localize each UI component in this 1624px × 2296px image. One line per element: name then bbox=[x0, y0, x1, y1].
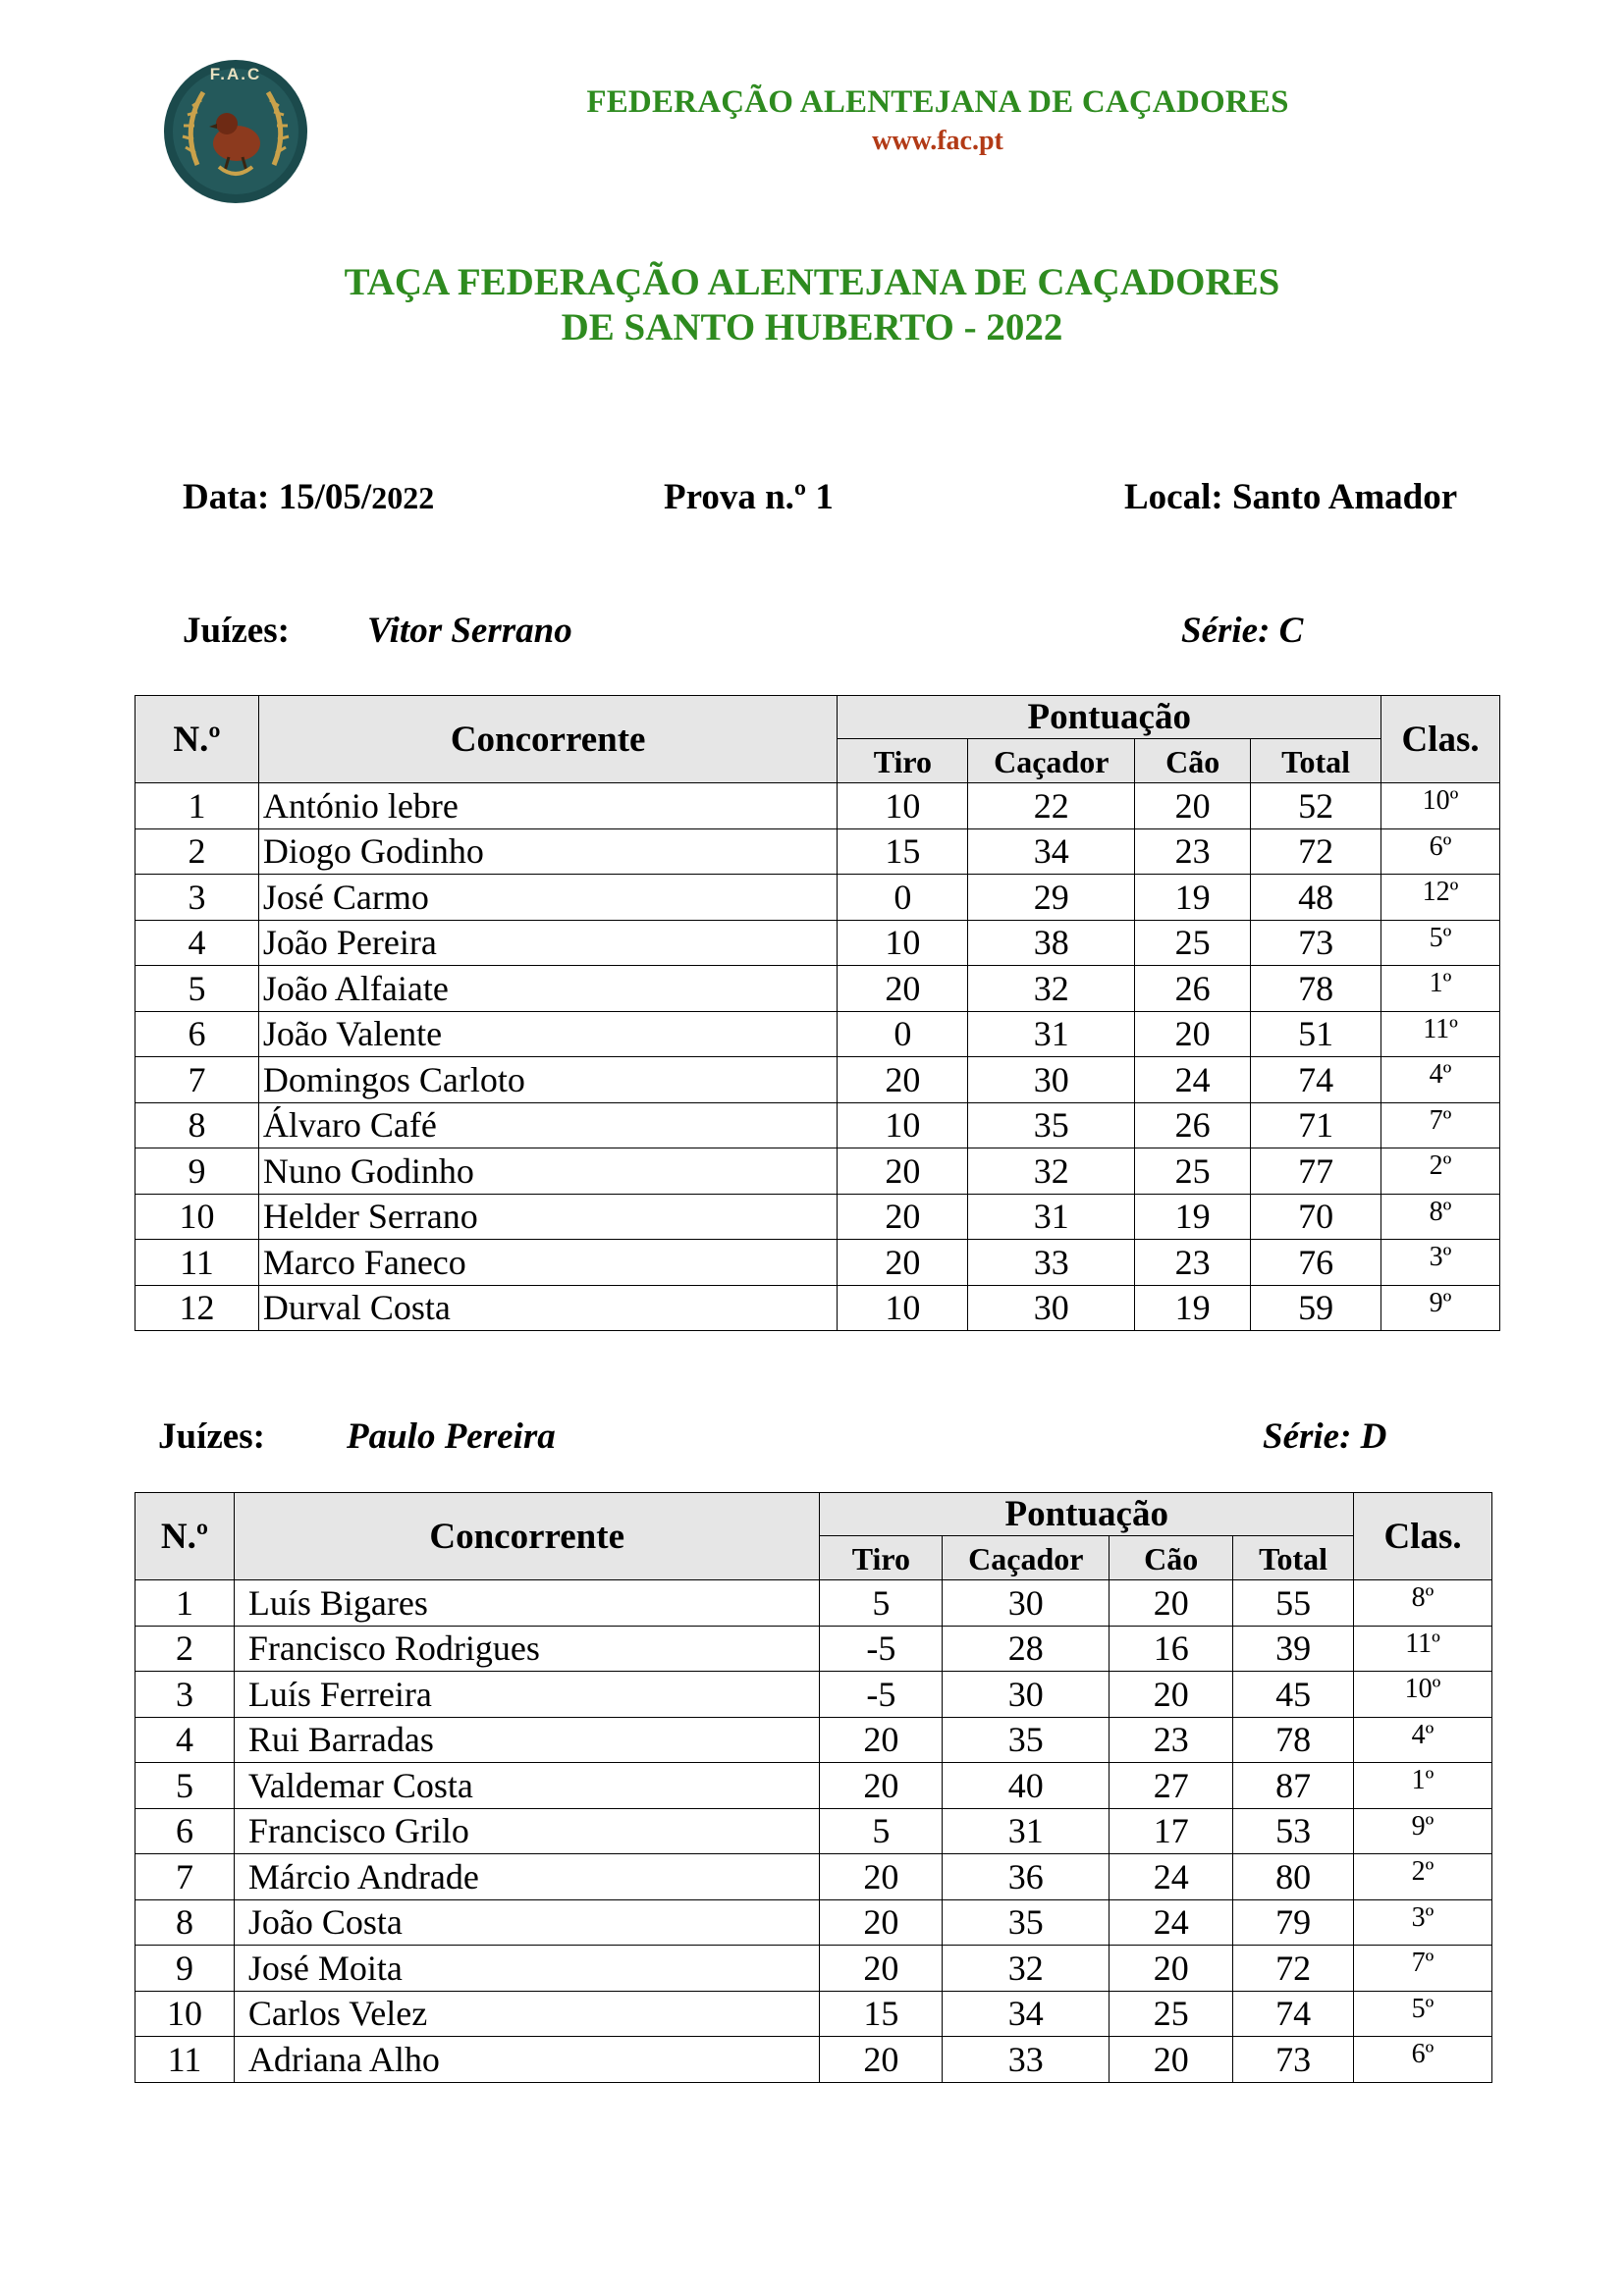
competitor-name: Durval Costa bbox=[258, 1285, 838, 1331]
score-total: 52 bbox=[1251, 783, 1381, 829]
score-tiro: 20 bbox=[820, 1899, 943, 1946]
table-row bbox=[135, 1763, 1492, 1809]
row-number: 8 bbox=[135, 1102, 259, 1148]
row-number: 10 bbox=[135, 1194, 259, 1240]
table-row bbox=[135, 1285, 1500, 1331]
table-row bbox=[135, 920, 1500, 966]
row-number: 9 bbox=[135, 1148, 259, 1195]
score-total: 72 bbox=[1233, 1946, 1354, 1992]
table-row bbox=[135, 1194, 1500, 1240]
score-cacador: 32 bbox=[968, 966, 1135, 1012]
competitor-name: Marco Faneco bbox=[258, 1240, 838, 1286]
competitor-name: Márcio Andrade bbox=[234, 1854, 820, 1900]
score-cacador: 30 bbox=[943, 1672, 1110, 1718]
score-cao: 19 bbox=[1135, 1194, 1251, 1240]
score-tiro: 20 bbox=[820, 1763, 943, 1809]
classification: 11º bbox=[1354, 1626, 1492, 1672]
score-cao: 20 bbox=[1110, 1672, 1233, 1718]
score-cao: 24 bbox=[1110, 1899, 1233, 1946]
score-tiro: 0 bbox=[838, 1011, 968, 1057]
col-clas-header: Clas. bbox=[1381, 696, 1500, 783]
score-total: 74 bbox=[1233, 1991, 1354, 2037]
table-row bbox=[135, 1240, 1500, 1286]
row-number: 12 bbox=[135, 1285, 259, 1331]
score-total: 87 bbox=[1233, 1763, 1354, 1809]
competitor-name: Adriana Alho bbox=[234, 2037, 820, 2083]
score-tiro: 15 bbox=[820, 1991, 943, 2037]
col-num-header: N.º bbox=[135, 1493, 235, 1580]
col-cacador-header: Caçador bbox=[943, 1536, 1110, 1580]
competitor-name: Carlos Velez bbox=[234, 1991, 820, 2037]
competitor-name: Luís Bigares bbox=[234, 1580, 820, 1627]
table-row bbox=[135, 1991, 1492, 2037]
table-row bbox=[135, 828, 1500, 875]
col-cao-header: Cão bbox=[1110, 1536, 1233, 1580]
row-number: 11 bbox=[135, 1240, 259, 1286]
col-cao-header: Cão bbox=[1135, 739, 1251, 783]
score-cao: 25 bbox=[1110, 1991, 1233, 2037]
col-clas-header: Clas. bbox=[1354, 1493, 1492, 1580]
competitor-name: João Valente bbox=[258, 1011, 838, 1057]
classification: 3º bbox=[1354, 1899, 1492, 1946]
table-row bbox=[135, 1626, 1492, 1672]
classification: 12º bbox=[1381, 875, 1500, 921]
classification: 5º bbox=[1381, 920, 1500, 966]
score-cao: 23 bbox=[1135, 1240, 1251, 1286]
score-cao: 19 bbox=[1135, 875, 1251, 921]
row-number: 7 bbox=[135, 1854, 235, 1900]
page-title-line-1: TAÇA FEDERAÇÃO ALENTEJANA DE CAÇADORES bbox=[344, 261, 1280, 303]
score-total: 78 bbox=[1251, 966, 1381, 1012]
table-row bbox=[135, 1672, 1492, 1718]
score-tiro: 20 bbox=[838, 1194, 968, 1240]
score-tiro: 20 bbox=[820, 1717, 943, 1763]
score-cao: 17 bbox=[1110, 1808, 1233, 1854]
row-number: 9 bbox=[135, 1946, 235, 1992]
score-total: 72 bbox=[1251, 828, 1381, 875]
score-cao: 25 bbox=[1135, 1148, 1251, 1195]
score-cao: 26 bbox=[1135, 966, 1251, 1012]
classification: 1º bbox=[1381, 966, 1500, 1012]
score-tiro: 20 bbox=[820, 2037, 943, 2083]
competitor-name: João Pereira bbox=[258, 920, 838, 966]
table-row bbox=[135, 1057, 1500, 1103]
score-cao: 26 bbox=[1135, 1102, 1251, 1148]
competitor-name: Francisco Grilo bbox=[234, 1808, 820, 1854]
score-total: 55 bbox=[1233, 1580, 1354, 1627]
classification: 8º bbox=[1381, 1194, 1500, 1240]
score-cacador: 31 bbox=[968, 1194, 1135, 1240]
date-label: Data: bbox=[183, 477, 270, 517]
table-row bbox=[135, 2037, 1492, 2083]
score-cacador: 35 bbox=[943, 1717, 1110, 1763]
classification: 6º bbox=[1381, 828, 1500, 875]
event-local: Local: Santo Amador bbox=[1124, 477, 1458, 517]
org-name: FEDERAÇÃO ALENTEJANA DE CAÇADORES bbox=[586, 84, 1289, 120]
table-row bbox=[135, 966, 1500, 1012]
score-tiro: 0 bbox=[838, 875, 968, 921]
competitor-name: Francisco Rodrigues bbox=[234, 1626, 820, 1672]
judges-label: Juízes: bbox=[158, 1416, 265, 1457]
score-cacador: 32 bbox=[968, 1148, 1135, 1195]
score-cacador: 32 bbox=[943, 1946, 1110, 1992]
page-title-line-2: DE SANTO HUBERTO - 2022 bbox=[561, 306, 1063, 348]
score-total: 51 bbox=[1251, 1011, 1381, 1057]
judge-name: Paulo Pereira bbox=[347, 1416, 556, 1457]
competitor-name: Nuno Godinho bbox=[258, 1148, 838, 1195]
row-number: 2 bbox=[135, 1626, 235, 1672]
classification: 9º bbox=[1354, 1808, 1492, 1854]
competitor-name: João Alfaiate bbox=[258, 966, 838, 1012]
score-cao: 23 bbox=[1110, 1717, 1233, 1763]
score-total: 48 bbox=[1251, 875, 1381, 921]
date-year: 2022 bbox=[371, 480, 435, 515]
score-cao: 24 bbox=[1135, 1057, 1251, 1103]
competitor-name: Luís Ferreira bbox=[234, 1672, 820, 1718]
score-cacador: 33 bbox=[943, 2037, 1110, 2083]
row-number: 11 bbox=[135, 2037, 235, 2083]
row-number: 7 bbox=[135, 1057, 259, 1103]
classification: 8º bbox=[1354, 1580, 1492, 1627]
col-cacador-header: Caçador bbox=[968, 739, 1135, 783]
table-row bbox=[135, 1808, 1492, 1854]
score-cao: 20 bbox=[1110, 1946, 1233, 1992]
score-tiro: 15 bbox=[838, 828, 968, 875]
row-number: 10 bbox=[135, 1991, 235, 2037]
row-number: 5 bbox=[135, 1763, 235, 1809]
classification: 11º bbox=[1381, 1011, 1500, 1057]
date-value: 15/05/ bbox=[278, 477, 372, 517]
table-row bbox=[135, 1011, 1500, 1057]
score-cacador: 33 bbox=[968, 1240, 1135, 1286]
judge-name: Vitor Serrano bbox=[367, 611, 572, 651]
score-cao: 24 bbox=[1110, 1854, 1233, 1900]
score-total: 39 bbox=[1233, 1626, 1354, 1672]
score-total: 79 bbox=[1233, 1899, 1354, 1946]
col-score-group-header: Pontuação bbox=[820, 1493, 1354, 1536]
score-tiro: -5 bbox=[820, 1626, 943, 1672]
col-num-header: N.º bbox=[135, 696, 259, 783]
table-row bbox=[135, 1854, 1492, 1900]
row-number: 6 bbox=[135, 1011, 259, 1057]
competitor-name: Rui Barradas bbox=[234, 1717, 820, 1763]
competitor-name: Álvaro Café bbox=[258, 1102, 838, 1148]
score-tiro: 10 bbox=[838, 920, 968, 966]
score-total: 77 bbox=[1251, 1148, 1381, 1195]
series-label: Série: D bbox=[1263, 1416, 1387, 1457]
score-tiro: 20 bbox=[820, 1946, 943, 1992]
score-tiro: 10 bbox=[838, 1102, 968, 1148]
score-tiro: 10 bbox=[838, 1285, 968, 1331]
row-number: 2 bbox=[135, 828, 259, 875]
table-row bbox=[135, 1148, 1500, 1195]
row-number: 5 bbox=[135, 966, 259, 1012]
score-cao: 20 bbox=[1135, 1011, 1251, 1057]
table-row bbox=[135, 1580, 1492, 1627]
org-url: www.fac.pt bbox=[872, 126, 1003, 156]
classification: 10º bbox=[1354, 1672, 1492, 1718]
score-cao: 20 bbox=[1110, 2037, 1233, 2083]
score-cao: 20 bbox=[1135, 783, 1251, 829]
classification: 6º bbox=[1354, 2037, 1492, 2083]
score-total: 71 bbox=[1251, 1102, 1381, 1148]
row-number: 4 bbox=[135, 920, 259, 966]
score-tiro: -5 bbox=[820, 1672, 943, 1718]
col-tiro-header: Tiro bbox=[820, 1536, 943, 1580]
score-cao: 20 bbox=[1110, 1580, 1233, 1627]
competitor-name: João Costa bbox=[234, 1899, 820, 1946]
score-tiro: 20 bbox=[820, 1854, 943, 1900]
score-cacador: 29 bbox=[968, 875, 1135, 921]
competitor-name: Valdemar Costa bbox=[234, 1763, 820, 1809]
table-row bbox=[135, 1899, 1492, 1946]
row-number: 3 bbox=[135, 1672, 235, 1718]
row-number: 4 bbox=[135, 1717, 235, 1763]
score-cao: 25 bbox=[1135, 920, 1251, 966]
col-competitor-header: Concorrente bbox=[258, 696, 838, 783]
score-cacador: 35 bbox=[968, 1102, 1135, 1148]
classification: 2º bbox=[1354, 1854, 1492, 1900]
competitor-name: José Moita bbox=[234, 1946, 820, 1992]
classification: 4º bbox=[1381, 1057, 1500, 1103]
score-tiro: 20 bbox=[838, 1240, 968, 1286]
event-date bbox=[183, 476, 434, 518]
classification: 5º bbox=[1354, 1991, 1492, 2037]
table-row bbox=[135, 875, 1500, 921]
score-tiro: 5 bbox=[820, 1580, 943, 1627]
classification: 1º bbox=[1354, 1763, 1492, 1809]
classification: 10º bbox=[1381, 783, 1500, 829]
score-cacador: 30 bbox=[968, 1057, 1135, 1103]
competitor-name: Diogo Godinho bbox=[258, 828, 838, 875]
competitor-name: António lebre bbox=[258, 783, 838, 829]
col-total-header: Total bbox=[1251, 739, 1381, 783]
logo-text: F.A.C bbox=[209, 65, 262, 83]
score-total: 59 bbox=[1251, 1285, 1381, 1331]
table-row bbox=[135, 1946, 1492, 1992]
row-number: 3 bbox=[135, 875, 259, 921]
score-total: 53 bbox=[1233, 1808, 1354, 1854]
score-cacador: 34 bbox=[943, 1991, 1110, 2037]
fac-logo bbox=[160, 59, 311, 204]
score-cacador: 22 bbox=[968, 783, 1135, 829]
score-tiro: 5 bbox=[820, 1808, 943, 1854]
score-total: 45 bbox=[1233, 1672, 1354, 1718]
score-cacador: 34 bbox=[968, 828, 1135, 875]
score-total: 80 bbox=[1233, 1854, 1354, 1900]
table-row bbox=[135, 1102, 1500, 1148]
score-cao: 16 bbox=[1110, 1626, 1233, 1672]
col-total-header: Total bbox=[1233, 1536, 1354, 1580]
classification: 2º bbox=[1381, 1148, 1500, 1195]
score-tiro: 20 bbox=[838, 966, 968, 1012]
classification: 7º bbox=[1381, 1102, 1500, 1148]
score-tiro: 10 bbox=[838, 783, 968, 829]
judges-label: Juízes: bbox=[183, 611, 290, 651]
col-score-group-header: Pontuação bbox=[838, 696, 1381, 739]
score-cacador: 31 bbox=[943, 1808, 1110, 1854]
classification: 9º bbox=[1381, 1285, 1500, 1331]
row-number: 8 bbox=[135, 1899, 235, 1946]
classification: 3º bbox=[1381, 1240, 1500, 1286]
score-total: 73 bbox=[1251, 920, 1381, 966]
score-cacador: 31 bbox=[968, 1011, 1135, 1057]
score-cacador: 28 bbox=[943, 1626, 1110, 1672]
score-total: 76 bbox=[1251, 1240, 1381, 1286]
classification: 4º bbox=[1354, 1717, 1492, 1763]
score-total: 73 bbox=[1233, 2037, 1354, 2083]
row-number: 1 bbox=[135, 1580, 235, 1627]
score-tiro: 20 bbox=[838, 1148, 968, 1195]
table-row bbox=[135, 1717, 1492, 1763]
score-cao: 23 bbox=[1135, 828, 1251, 875]
competitor-name: Domingos Carloto bbox=[258, 1057, 838, 1103]
score-total: 74 bbox=[1251, 1057, 1381, 1103]
row-number: 6 bbox=[135, 1808, 235, 1854]
score-cacador: 35 bbox=[943, 1899, 1110, 1946]
col-competitor-header: Concorrente bbox=[234, 1493, 820, 1580]
score-tiro: 20 bbox=[838, 1057, 968, 1103]
series-d-table bbox=[135, 1492, 1492, 2083]
row-number: 1 bbox=[135, 783, 259, 829]
score-cacador: 40 bbox=[943, 1763, 1110, 1809]
score-cacador: 30 bbox=[968, 1285, 1135, 1331]
score-cao: 27 bbox=[1110, 1763, 1233, 1809]
col-tiro-header: Tiro bbox=[838, 739, 968, 783]
competitor-name: Helder Serrano bbox=[258, 1194, 838, 1240]
score-cacador: 30 bbox=[943, 1580, 1110, 1627]
series-c-table bbox=[135, 695, 1500, 1331]
score-cacador: 38 bbox=[968, 920, 1135, 966]
series-label: Série: C bbox=[1181, 611, 1304, 651]
score-cao: 19 bbox=[1135, 1285, 1251, 1331]
score-total: 78 bbox=[1233, 1717, 1354, 1763]
competitor-name: José Carmo bbox=[258, 875, 838, 921]
score-total: 70 bbox=[1251, 1194, 1381, 1240]
event-prova: Prova n.º 1 bbox=[664, 477, 834, 517]
table-row bbox=[135, 783, 1500, 829]
classification: 7º bbox=[1354, 1946, 1492, 1992]
score-cacador: 36 bbox=[943, 1854, 1110, 1900]
